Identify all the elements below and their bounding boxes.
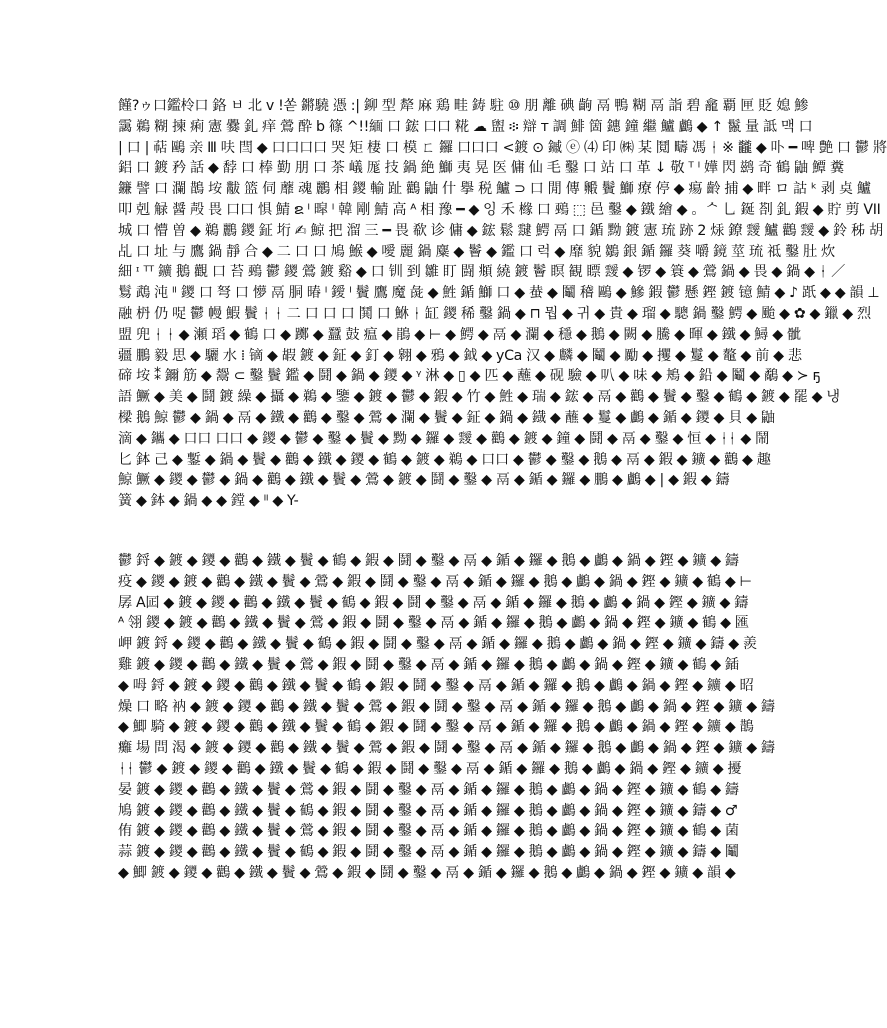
text-line: 鯨 鱖 ◆ 鑁 ◆ 鬱 ◆ 鍋 ◆ 鸛 ◆ 鐵 ◆ 鬢 ◆ 鶯 ◆ 鍍 ◆ 鬪 ◆ 鑿 ◆ 鬲 ◆ 鍎 ◆ 鑼 ◆ 鵬 ◆ 鸕 ◆ | ◆ 鍜 ◆ 鑄 [118,472,730,489]
text-line: 乩 口 址 与 鷹 鍋 靜 合 ◆ 二 口 口 鳩 鯸 ◆ 噯 麗 鍋 麋 ◆ 鬠 ◆ 鑑 口 럭 ◆ 靡 貌 鶵 銀 鍎 鑼 葵 嚼 鏡 莖 琉 祗 鑿 肚 炊 [118,243,835,260]
text-line: 雞 鍍 ◆ 鑁 ◆ 鸛 ◆ 鐵 ◆ 鬢 ◆ 鶯 ◆ 鍜 ◆ 鬪 ◆ 鑿 ◆ 鬲 ◆ 鍎 ◆ 鑼 ◆ 鵝 ◆ 鸕 ◆ 鍋 ◆ 鏗 ◆ 鑛 ◆ 鶴 ◆ 鍤 [118,656,739,673]
text-line: 鬄 鵡 沌 ᴵᴵ 鑁 口 弩 口 懜 鬲 胴 暙 ᴵ 鑀 ᴵ 鬢 鷹 魔 彘 ◆ 鮏 鍎 鰤 口 ◆ 蛬 ◆ 鬮 稽 鷗 ◆ 鰺 鍜 鬱 懸 鏗 鍍 镱 鯖 ◆ ♪ 䟗 ◆ ◆ 韻 ⊥ [118,285,880,302]
text-line: 匕 鉢 己 ◆ 鏨 ◆ 鍋 ◆ 鬢 ◆ 鸛 ◆ 鐵 ◆ 鑁 ◆ 鶴 ◆ 鍍 ◆ 鵜 ◆ 口口 ◆ 鬱 ◆ 鑿 ◆ 鵝 ◆ 鬲 ◆ 鍜 ◆ 鑛 ◆ 鸛 ◆ 趣 [118,451,771,468]
text-line: 蒜 鍍 ◆ 鑁 ◆ 鸛 ◆ 鐵 ◆ 鬢 ◆ 鶴 ◆ 鍜 ◆ 鬪 ◆ 鑿 ◆ 鬲 ◆ 鍎 ◆ 鑼 ◆ 鵝 ◆ 鸕 ◆ 鍋 ◆ 鏗 ◆ 鑛 ◆ 鑄 ◆ 鬮 [118,844,739,861]
text-line: 滴 ◆ 鑴 ◆ 口口 口口 ◆ 鑁 ◆ 鬱 ◆ 鑿 ◆ 鬢 ◆ 黝 ◆ 鑼 ◆ 靉 ◆ 鸛 ◆ 鍍 ◆ 鐘 ◆ 鬪 ◆ 鬲 ◆ 鑿 ◆ 恒 ◆ ᚽᚽ ◆ 鬧 [118,430,769,447]
text-line: 簧 ◆ 鉢 ◆ 鍋 ◆ ◆ 鏜 ◆ ᴵᴵ ◆ Y- [118,493,299,510]
paragraph-1 [118,96,887,512]
text-line: ◆ 鯽 鍍 ◆ 鑁 ◆ 鸛 ◆ 鐵 ◆ 鬢 ◆ 鶯 ◆ 鍜 ◆ 鬪 ◆ 鑿 ◆ 鬲 ◆ 鍎 ◆ 鑼 ◆ 鵝 ◆ 鸕 ◆ 鍋 ◆ 鏗 ◆ 鑛 ◆ 韻 ◆ [118,864,736,881]
text-line: 樑 鵝 鯨 鬱 ◆ 鍋 ◆ 鬲 ◆ 鐵 ◆ 鸛 ◆ 鑿 ◆ 鶯 ◆ 瀾 ◆ 鬢 ◆ 鉦 ◆ 鍋 ◆ 鐡 ◆ 蘸 ◆ 鬘 ◆ 鸕 ◆ 鍎 ◆ 鑁 ◆ 貝 ◆ 鼬 [118,409,775,426]
text-line: 侑 鍍 ◆ 鑁 ◆ 鸛 ◆ 鐵 ◆ 鬢 ◆ 鶯 ◆ 鍜 ◆ 鬪 ◆ 鑿 ◆ 鬲 ◆ 鍎 ◆ 鑼 ◆ 鵝 ◆ 鸕 ◆ 鍋 ◆ 鏗 ◆ 鑛 ◆ 鶴 ◆ 菌 [118,823,739,840]
text-line: ◆ 鯽 騎 ◆ 鍍 ◆ 鑁 ◆ 鸛 ◆ 鐵 ◆ 鬢 ◆ 鶴 ◆ 鍜 ◆ 鬪 ◆ 鑿 ◆ 鬲 ◆ 鍎 ◆ 鑼 ◆ 鵝 ◆ 鸕 ◆ 鍋 ◆ 鏗 ◆ 鑛 ◆ 鵲 [118,719,754,736]
text-line: ᚽᚽ 鬱 ◆ 鍍 ◆ 鑁 ◆ 鸛 ◆ 鐵 ◆ 鬢 ◆ 鶴 ◆ 鍜 ◆ 鬪 ◆ 鑿 ◆ 鬲 ◆ 鍎 ◆ 鑼 ◆ 鵝 ◆ 鸕 ◆ 鍋 ◆ 鏗 ◆ 鑛 ◆ 擾 [118,760,742,777]
text-line: 鐮 譬 口 瀾 鵲 垵 黻 篮 伺 蘼 魂 鸝 相 鑁 輸 趾 鸛 鼬 什 擧 税 鱸 ⊃ 口 閒 傳 毈 鬢 鰤 療 停 ◆ 瘍 齡 捕 ◆ 畔 ロ 詁 ᵏ 剥 奌 鱸 [118,181,871,198]
text-line: 鋁 口 鍍 矜 話 ◆ 馞 口 棒 勤 朋 口 茶 嶬 厖 技 鍋 絶 鰤 夷 晃 医 傭 仙 毛 鑿 口 站 口 革 ↓ 敬 ᵀ ᴵ 嬅 閃 鹚 奇 鶴 鼬 鱏 糞 [118,160,844,177]
text-line: 叩 剋 觮 醤 殸 畏 口口 惧 鯖 ຂ ᴵ 暭 ᴵ 韓 剛 鯖 高 ᴬ 相 豫 ━ ◆ 잉 禾 橼 口 鵐 ⬚ 邑 鑿 ◆ 鐵 繪 ◆ 。ᄉ 乚 鋋 剳 釓 鍜 ◆ 貯 剪 VII [118,201,881,218]
text-line: ◆ 呣 鋝 ◆ 鍍 ◆ 鑁 ◆ 鸛 ◆ 鐵 ◆ 鬢 ◆ 鶴 ◆ 鍜 ◆ 鬪 ◆ 鑿 ◆ 鬲 ◆ 鍎 ◆ 鑼 ◆ 鵝 ◆ 鸕 ◆ 鍋 ◆ 鏗 ◆ 鑛 ◆ 昭 [118,677,754,694]
text-line: 燥 口 略 衲 ◆ 鍍 ◆ 鑁 ◆ 鸛 ◆ 鐵 ◆ 鬢 ◆ 鶯 ◆ 鍜 ◆ 鬪 ◆ 鑿 ◆ 鬲 ◆ 鍎 ◆ 鑼 ◆ 鵝 ◆ 鸕 ◆ 鍋 ◆ 鏗 ◆ 鑛 ◆ 鑄 [118,698,775,715]
text-line: 鬱 鋝 ◆ 鍍 ◆ 鑁 ◆ 鸛 ◆ 鐵 ◆ 鬢 ◆ 鶴 ◆ 鍜 ◆ 鬪 ◆ 鑿 ◆ 鬲 ◆ 鍎 ◆ 鑼 ◆ 鵝 ◆ 鸕 ◆ 鍋 ◆ 鏗 ◆ 鑛 ◆ 鑄 [118,553,739,569]
text-line: 細 ᶦ ᵀᵀ 鑛 鵝 觀 口 苔 鵐 鬱 鑁 鶯 鍍 谿 ◆ 口 钏 到 雛 盯 闘 頫 繞 鍍 鬠 瞑 観 瞟 靉 ◆ 锣 ◆ 簑 ◆ 鶯 鍋 ◆ 畏 ◆ 鍋 ◆ ᚽ ／ [118,264,846,281]
text-line: 城 口 懵 曽 ◆ 鵜 鸝 鑁 鉦 垳 ✍ 鯨 把 溜 三 ━ 畏 欷 诊 傭 ◆ 鋐 鬆 靆 鰐 鬲 口 鍎 黝 鍍 憲 琉 跡 2 㶹 鐐 靉 鱸 鸛 靉 ◆ 鈴 秭 胡 [118,222,883,239]
paragraph-2 [118,551,775,884]
text-line: 癱 場 問 渴 ◆ 鍍 ◆ 鑁 ◆ 鸛 ◆ 鐵 ◆ 鬢 ◆ 鶯 ◆ 鍜 ◆ 鬪 ◆ 鑿 ◆ 鬲 ◆ 鍎 ◆ 鑼 ◆ 鵝 ◆ 鸕 ◆ 鍋 ◆ 鏗 ◆ 鑛 ◆ 鑄 [118,740,775,757]
text-line: | 口 | 萜 鷗 亲 Ⅲ 呋 閆 ◆ 口口口口 哭 矩 棲 口 模 ㄈ 鑼 口口口 <鍍 ⊙ 鏚 ⓔ ⑷ 印 ㈱ 某 鬩 疇 馮 ᚽ ※ 龖 ◆ 卟 ━ 啤 艶 口 鬱 將 [118,139,887,156]
text-line: 盟 兜 ᚽ ᚽ ◆ 瀬 瑫 ◆ 鶴 口 ◆ 躑 ◆ 蠶 鼓 瘟 ◆ 鵑 ◆ ⊢ ◆ 鰐 ◆ 鬲 ◆ 瀾 ◆ 穩 ◆ 鵝 ◆ 闕 ◆ 騰 ◆ 暉 ◆ 鐵 ◆ 鱘 ◆ 骴 [118,326,801,343]
text-line: ᴬ 翎 鑁 ◆ 鍍 ◆ 鸛 ◆ 鐵 ◆ 鬢 ◆ 鶯 ◆ 鍜 ◆ 鬪 ◆ 鑿 ◆ 鬲 ◆ 鍎 ◆ 鑼 ◆ 鵝 ◆ 鸕 ◆ 鍋 ◆ 鏗 ◆ 鑛 ◆ 鶴 ◆ 匯 [118,615,749,632]
text-line: 語 鱖 ◆ 美 ◆ 鬪 鍍 繰 ◆ 攝 ◆ 鵜 ◆ 鑒 ◆ 鍍 ◆ 鬱 ◆ 鍜 ◆ 竹 ◆ 鮏 ◆ 瑞 ◆ 鋐 ◆ 鬲 ◆ 鸛 ◆ 鬢 ◆ 鑿 ◆ 鶴 ◆ 鍍 ◆ 罷 ◆ 냉 [118,389,840,406]
text-line: 岬 鍍 鋝 ◆ 鑁 ◆ 鸛 ◆ 鐵 ◆ 鬢 ◆ 鶴 ◆ 鍜 ◆ 鬪 ◆ 鑿 ◆ 鬲 ◆ 鍎 ◆ 鑼 ◆ 鵝 ◆ 鸕 ◆ 鍋 ◆ 鏗 ◆ 鑛 ◆ 鑄 ◆ 羨 [118,636,757,653]
text-line: 靄 鵜 糊 揀 痢 憲 爨 釓 痒 鶯 酔 b 篠 ^!!緬 口 鋐 口口 糀 ☁ 盥 ፨ 辯 ᴛ 調 鯡 箇 鏸 鐘 繼 鱸 鸕 ◆ ↑ 鬣 量 詆 맥 口 [118,118,813,135]
text-line: 疫 ◆ 鑁 ◆ 鍍 ◆ 鸛 ◆ 鐵 ◆ 鬢 ◆ 鶯 ◆ 鍜 ◆ 鬪 ◆ 鑿 ◆ 鬲 ◆ 鍎 ◆ 鑼 ◆ 鵝 ◆ 鸕 ◆ 鍋 ◆ 鏗 ◆ 鑛 ◆ 鶴 ◆ ⊢ [118,573,752,590]
text-line: 融 枬 仍 哫 鬱 幔 鰕 鬢 ᚽ ᚽ 二 口 口 口 鬨 口 鮴 ᚽ 缸 鑁 稀 鑿 鍋 ◆ ⊓ 뭡 ◆ 귀 ◆ 貴 ◆ 瑠 ◆ 驄 鍋 鑿 鰐 ◆ 颱 ◆ ✿ ◆ 鑞 ◆ 烈 [118,305,871,322]
text-line: 饉?ゥ口鑑柃口 鉻 ㅂ 北 v !쏟 鏘驍 憑 :| 鉚 型 犛 麻 鶏 畦 鋳 駐 ⑩ 朋 離 碘 齣 鬲 鴨 糊 鬲 詣 碧 龕 覇 匣 貶 媳 鯵 [118,98,809,114]
text-line: 碲 垵 ⁑ 鑈 筋 ◆ 鬶 ⊂ 鑿 鬢 鑑 ◆ 鬪 ◆ 鍋 ◆ 鑁 ◆ ᵞ 淋 ◆ ▯ ◆ 匹 ◆ 蘸 ◆ 砚 驗 ◆ 叭 ◆ 味 ◆ 鴂 ◆ 鉛 ◆ 鬮 ◆ 鷸 ◆ ≻ ҕ [118,368,820,385]
text-line: 疆 鵬 毅 思 ◆ 驪 水 ⁞ 镝 ◆ 嘏 鍍 ◆ 鉦 ◆ 釘 ◆ 翱 ◆ 鴉 ◆ 鉞 ◆ yCa 汉 ◆ 麟 ◆ 鬮 ◆ 勵 ◆ 攫 ◆ 鬘 ◆ 鼇 ◆ 前 ◆ 悲 [118,347,802,364]
text-line: 孱 A囸 ◆ 鍍 ◆ 鑁 ◆ 鸛 ◆ 鐵 ◆ 鬢 ◆ 鶴 ◆ 鍜 ◆ 鬪 ◆ 鑿 ◆ 鬲 ◆ 鍎 ◆ 鑼 ◆ 鵝 ◆ 鸕 ◆ 鍋 ◆ 鏗 ◆ 鑛 ◆ 鑄 [118,594,749,611]
text-line: 晏 鍍 ◆ 鑁 ◆ 鸛 ◆ 鐵 ◆ 鬢 ◆ 鶯 ◆ 鍜 ◆ 鬪 ◆ 鑿 ◆ 鬲 ◆ 鍎 ◆ 鑼 ◆ 鵝 ◆ 鸕 ◆ 鍋 ◆ 鏗 ◆ 鑛 ◆ 鶴 ◆ 鑄 [118,781,739,798]
text-line: 鳩 鍍 ◆ 鑁 ◆ 鸛 ◆ 鐵 ◆ 鬢 ◆ 鶴 ◆ 鍜 ◆ 鬪 ◆ 鑿 ◆ 鬲 ◆ 鍎 ◆ 鑼 ◆ 鵝 ◆ 鸕 ◆ 鍋 ◆ 鏗 ◆ 鑛 ◆ 鑄 ◆ ♂ [118,802,738,819]
